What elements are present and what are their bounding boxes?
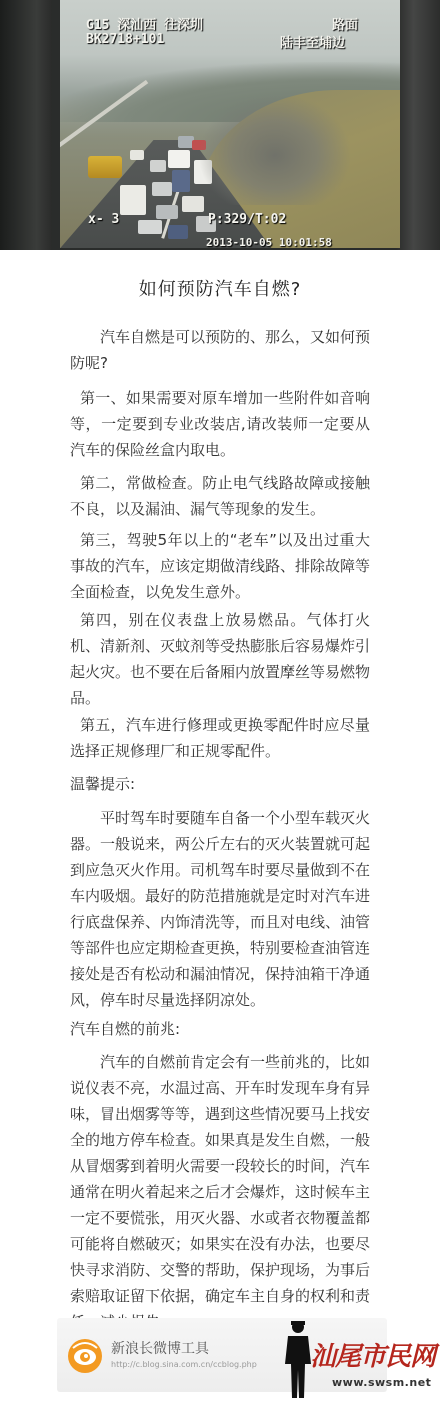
osd-camera-type: 路面	[332, 18, 359, 33]
cctv-photo-frame	[0, 0, 440, 250]
frame-edge-right	[396, 0, 440, 250]
tip-5: 第五，汽车进行修理或更换零配件时应尽量选择正规修理厂和正规零配件。	[70, 716, 370, 760]
signs-text: 汽车的自燃前肯定会有一些前兆的，比如说仪表不亮，水温过高、开车时发现车身有异味，冒出烟雾等等，遇到这些情况要马上找安全的地方停车检查。如果真是发生自燃，一般从冒烟雾到着明火需要一段较长的时间，汽车通常在明火着起来之后才会爆炸，这时候车主一定不要慌张，用灭火器、水或者衣物覆盖都可能将自燃破灭；如果实在没有办法，也要尽快寻求消防、交警的帮助，保护现场，为事后索赔取证留下依据，确定车主自身的权利和责	[70, 1053, 371, 1305]
signs-heading: 汽车自燃的前兆:	[70, 1020, 181, 1038]
tip-4: 第四，别在仪表盘上放易燃品。气体打火机、清新剂、灭蚊剂等受热膨胀后容易爆炸引起火灾。也不要在后备厢内放置摩丝等易燃物品。	[70, 611, 371, 707]
photo-yellow-bus	[88, 156, 122, 178]
tip-3: 第三，驾驶5年以上的“老车”以及出过重大事故的汽车，应该定期做清线路、排除故障等全面检查，以免发生意外。	[70, 531, 371, 601]
photo-car	[156, 205, 178, 219]
article-title: 如何预防汽车自燃?	[138, 279, 302, 300]
article-intro: 汽车自燃是可以预防的、那么，又如何预防呢?	[70, 328, 371, 372]
photo-truck	[168, 150, 190, 168]
tip-2: 第二，常做检查。防止电气线路故障或接触不良，以及漏油、漏气等现象的发生。	[70, 474, 370, 518]
osd-section: 陆丰至埔边	[280, 36, 346, 51]
sina-tool-url: http://c.blog.sina.com.cn/ccblog.php	[111, 1360, 257, 1369]
sina-tool-name: 新浪长微博工具	[111, 1341, 209, 1357]
watermark-site-name: 汕尾市民网	[310, 1342, 436, 1372]
photo-car	[130, 150, 144, 160]
reminder-text: 平时驾车时要随车自备一个小型车载灭火器。一般说来，两公斤左右的灭火装置就可起到应急灭火作用。司机驾车时要尽量做到不在车内吸烟。最好的防范措施就是定时对汽车进行底盘保养、内饰清洗等，而且对电线、油管等部件也应定期检查更换，特别要检查油管连接处是否有松动和漏油情况，保持油箱干净通风，停车时尽量选择阴凉处。	[70, 809, 371, 1009]
photo-car	[168, 225, 188, 239]
photo-car	[152, 182, 172, 196]
highway-fire-photo	[60, 0, 400, 248]
watermark-site-url: www.swsm.net	[332, 1376, 432, 1389]
photo-car	[138, 220, 162, 234]
osd-timestamp: 2013-10-05 10:01:58	[206, 236, 332, 248]
osd-zoom: x- 3	[88, 212, 120, 227]
swsm-watermark	[270, 1318, 440, 1402]
reminder-heading: 温馨提示:	[70, 775, 136, 793]
osd-route: G15 深汕西 往深圳	[86, 18, 204, 33]
osd-ptz: P:329/T:02	[208, 212, 287, 227]
tip-1: 第一、如果需要对原车增加一些附件如音响等，一定要到专业改装店,请改装师一定要从汽车的保险丝盒内取电。	[70, 389, 370, 459]
frame-edge-left	[0, 0, 52, 250]
photo-car	[150, 160, 166, 172]
osd-mileage: BK2718+101	[86, 32, 165, 47]
photo-smoke	[200, 95, 350, 205]
sina-weibo-eye-icon	[65, 1336, 105, 1376]
photo-car	[172, 170, 190, 192]
photo-van	[120, 185, 146, 215]
